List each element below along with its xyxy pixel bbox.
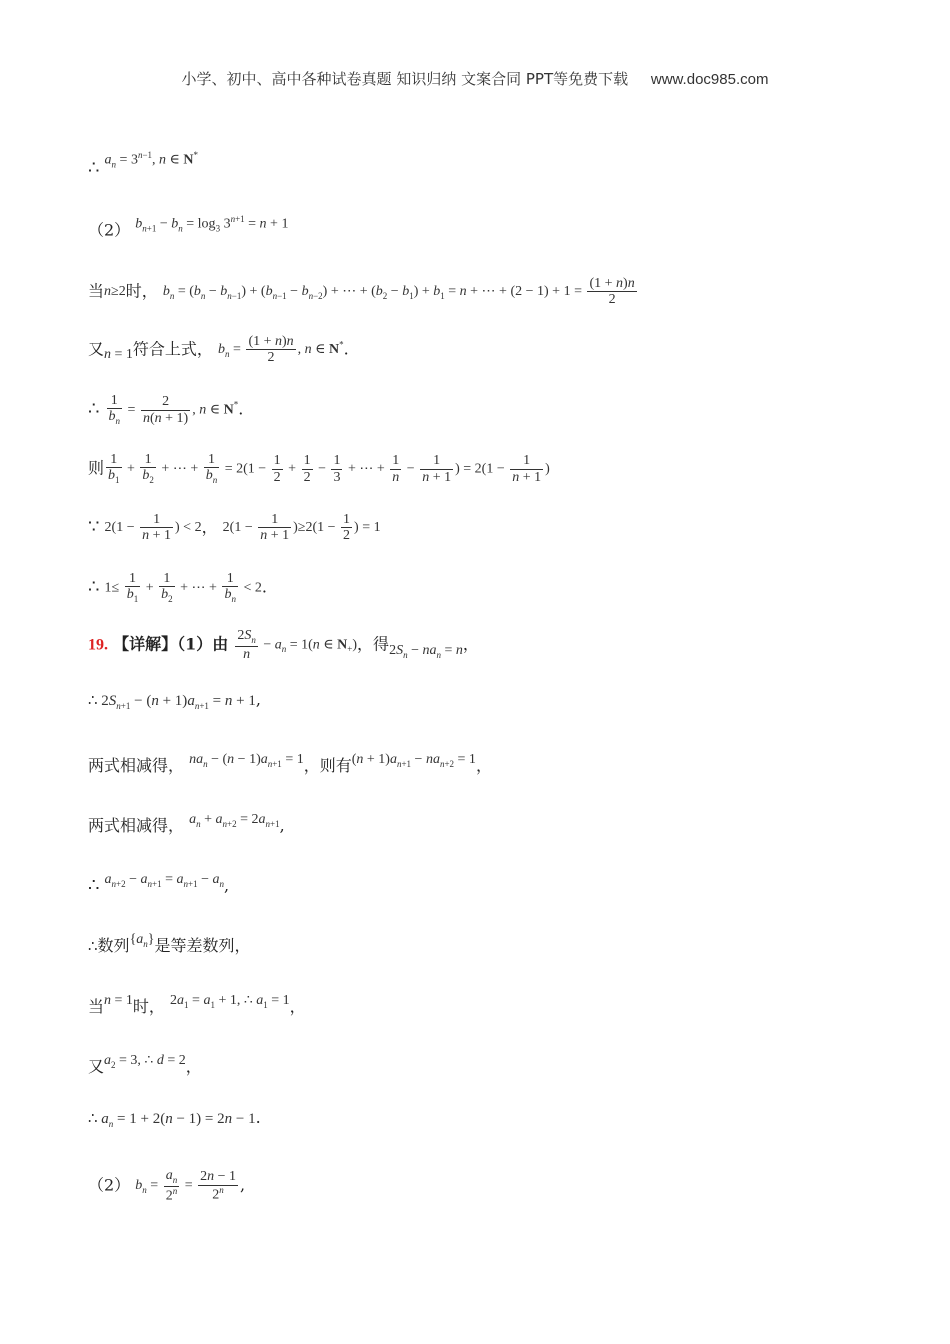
formula-reciprocal-bn: $\frac{1}{b_n}$ = $\frac{2}{n(n + 1)}$ , n ∈ N* — [108, 393, 239, 427]
formula-seq-an: $\{a_n\}$ — [129, 932, 155, 949]
line-q19-start: 19. 【详解】（1）由 $\frac{2S_n}{n}$ − $a_n = 1(n$ ∈ $N_+$)，得$2S_n - na_n = n$， — [88, 628, 479, 662]
line-arithmetic — [88, 932, 251, 956]
text-fuhe: 符合上式， — [132, 339, 213, 359]
line-d: 又$a_2 = 3$, ∴ d = 2， — [88, 1053, 202, 1076]
therefore-symbol: ∴ — [88, 576, 100, 598]
formula-an: $a_n = 3^{n-1}$, n ∈ N* — [104, 150, 199, 170]
text-de: ，得 — [357, 634, 390, 654]
text-liangshi2: 两式相减得， — [88, 816, 185, 835]
formula-n-eq-1: n = 1 — [104, 347, 133, 363]
q19-label: 【详解】（1）由 — [113, 634, 229, 654]
header-text: 小学、初中、高中各种试卷真题 知识归纳 文案合同 PPT等免费下载 — [181, 70, 629, 88]
text-shulie: 数列 — [97, 936, 130, 955]
formula-2sn1: ∴ $2S_{n+1} - (n + 1)a_{n+1} = n + 1$ — [88, 692, 256, 711]
formula-a1: $2a_1 = a_1 + 1$, ∴ $a_1 = 1$ — [170, 993, 290, 1010]
question-number: 19. — [88, 636, 108, 654]
line-reciprocal: ∴ $\frac{1}{b_n}$ = $\frac{2}{n(n + 1)}$ , n ∈ N*. — [88, 393, 244, 427]
therefore-symbol: ∴ — [88, 157, 100, 179]
line-subtract1: 两式相减得， $na_n - (n - 1)a_{n+1} = 1$，则有$(n + 1)a_{n+1} - na_{n+2} = 1$， — [88, 752, 492, 775]
line-part2-bn — [88, 214, 288, 241]
text-dang: 当 — [88, 281, 105, 301]
formula-q19-given: $\frac{2S_n}{n}$ − $a_n = 1(n$ ∈ $N_+$) — [237, 628, 358, 662]
because-symbol: ∵ — [88, 516, 100, 538]
formula-upper-bound: 2(1 − $\frac{1}{n + 1}$ ) < 2 — [104, 512, 202, 544]
formula-lower-bound: 2(1 − $\frac{1}{n + 1}$ )≥2(1 − $\frac{1}{2}$ ) = 1 — [222, 512, 381, 544]
formula-diff1b: $(n + 1)a_{n+1} - na_{n+2} = 1$ — [351, 752, 476, 769]
text-you2: 又 — [88, 1057, 105, 1076]
line-bounds: ∵ 2(1 − $\frac{1}{n + 1}$ ) < 2， 2(1 − $\frac{1}{n + 1}$ )≥2(1 − $\frac{1}{2}$ ) = 1 — [88, 512, 381, 544]
header-site-link[interactable]: www.doc985.com — [650, 71, 769, 88]
formula-n1: n = 1 — [104, 993, 133, 1008]
therefore-symbol: ∴ — [88, 398, 100, 420]
page-header — [0, 68, 950, 89]
line-2sn1: ∴ $2S_{n+1} - (n + 1)a_{n+1} = n + 1$, — [88, 690, 261, 711]
line-sum-telescoping — [88, 276, 639, 308]
formula-bn-closed: $b_n$ = $\frac{(1 + n)n}{2}$ , n ∈ N* — [218, 334, 344, 366]
therefore-symbol: ∴ — [88, 875, 100, 896]
formula-bn-sum: $b_n = (b_n - b_{n-1}) + (b_{n-1} - b_{n-2})$ + ⋯ + $(b_2 - b_1) + b_1 = n$ + ⋯ + (2 − 1) + 1 = $\frac{(1 + n)n}{2}$ — [162, 276, 635, 308]
line-arith-diff: ∴ $a_{n+2} - a_{n+1} = a_{n+1} - a_n$, — [88, 872, 230, 896]
text-ze: 则 — [88, 458, 105, 478]
part2-label: （2） — [88, 220, 131, 240]
formula-bn-q19: $b_n$ = $\frac{a_n}{2^n}$ = $\frac{2n - 1}{2^n}$ — [135, 1168, 236, 1204]
line-an-formula — [88, 150, 198, 179]
text-shi2: 时， — [132, 997, 165, 1016]
formula-an-general: ∴ $a_n = 1 + 2(n - 1) = 2n - 1$ — [88, 1110, 256, 1129]
text-liangshi1: 两式相减得， — [88, 756, 185, 775]
line-part2-q19: （2） $b_n$ = $\frac{a_n}{2^n}$ = $\frac{2n - 1}{2^n}$ , — [88, 1168, 246, 1204]
formula-arith-diff: $a_{n+2} - a_{n+1} = a_{n+1} - a_n$ — [104, 872, 224, 889]
text-you: 又 — [88, 339, 105, 359]
line-n1-check: 又n = 1符合上式， $b_n$ = $\frac{(1 + n)n}{2}$ , n ∈ N*. — [88, 334, 349, 366]
formula-d: $a_2 = 3$, ∴ d = 2 — [104, 1053, 186, 1070]
formula-diff2: $a_n + a_{n+2} = 2a_{n+1}$ — [189, 812, 280, 829]
text-dengcha: 是等差数列， — [154, 936, 251, 955]
formula-2sn: $2S_n - na_n = n$ — [389, 642, 463, 660]
q19-part2-label: （2） — [88, 1175, 131, 1195]
formula-diff1: $na_n - (n - 1)a_{n+1} = 1$ — [189, 752, 304, 769]
formula-n-ge-2: n≥2 — [104, 283, 126, 299]
line-reciprocal-sum — [88, 452, 550, 486]
text-zeyou: ，则有 — [303, 756, 352, 775]
line-an-general: ∴ $a_n = 1 + 2(n - 1) = 2n - 1$. — [88, 1108, 261, 1129]
formula-reciprocal-sum: $\frac{1}{b_1}$ + $\frac{1}{b_2}$ + ⋯ + $\frac{1}{b_n}$ = 2(1 − $\frac{1}{2}$ + $\frac{1}{2}$ − $\frac{1}{3}$ + ⋯ + $\frac{1}{n}$ − $\frac{1}{n + 1}$ ) = 2(1 − $\frac{1}{n + 1}$ ) — [108, 452, 550, 486]
formula-conclusion: 1≤ $\frac{1}{b_1}$ + $\frac{1}{b_2}$ + ⋯ + $\frac{1}{b_n}$ < 2 — [104, 571, 262, 605]
line-conclusion: ∴ 1≤ $\frac{1}{b_1}$ + $\frac{1}{b_2}$ + ⋯ + $\frac{1}{b_n}$ < 2. — [88, 571, 267, 605]
text-dang2: 当 — [88, 997, 105, 1016]
therefore-symbol-small: ∴ — [88, 939, 98, 955]
line-a1: 当n = 1时， $2a_1 = a_1 + 1$, ∴ $a_1 = 1$， — [88, 993, 306, 1016]
formula-bn-diff: $b_{n+1} - b_n = \log_3 3^{n+1} = n + 1$ — [135, 214, 289, 234]
line-subtract2: 两式相减得， $a_n + a_{n+2} = 2a_{n+1}$, — [88, 812, 285, 835]
text-shi: 时， — [125, 281, 158, 301]
